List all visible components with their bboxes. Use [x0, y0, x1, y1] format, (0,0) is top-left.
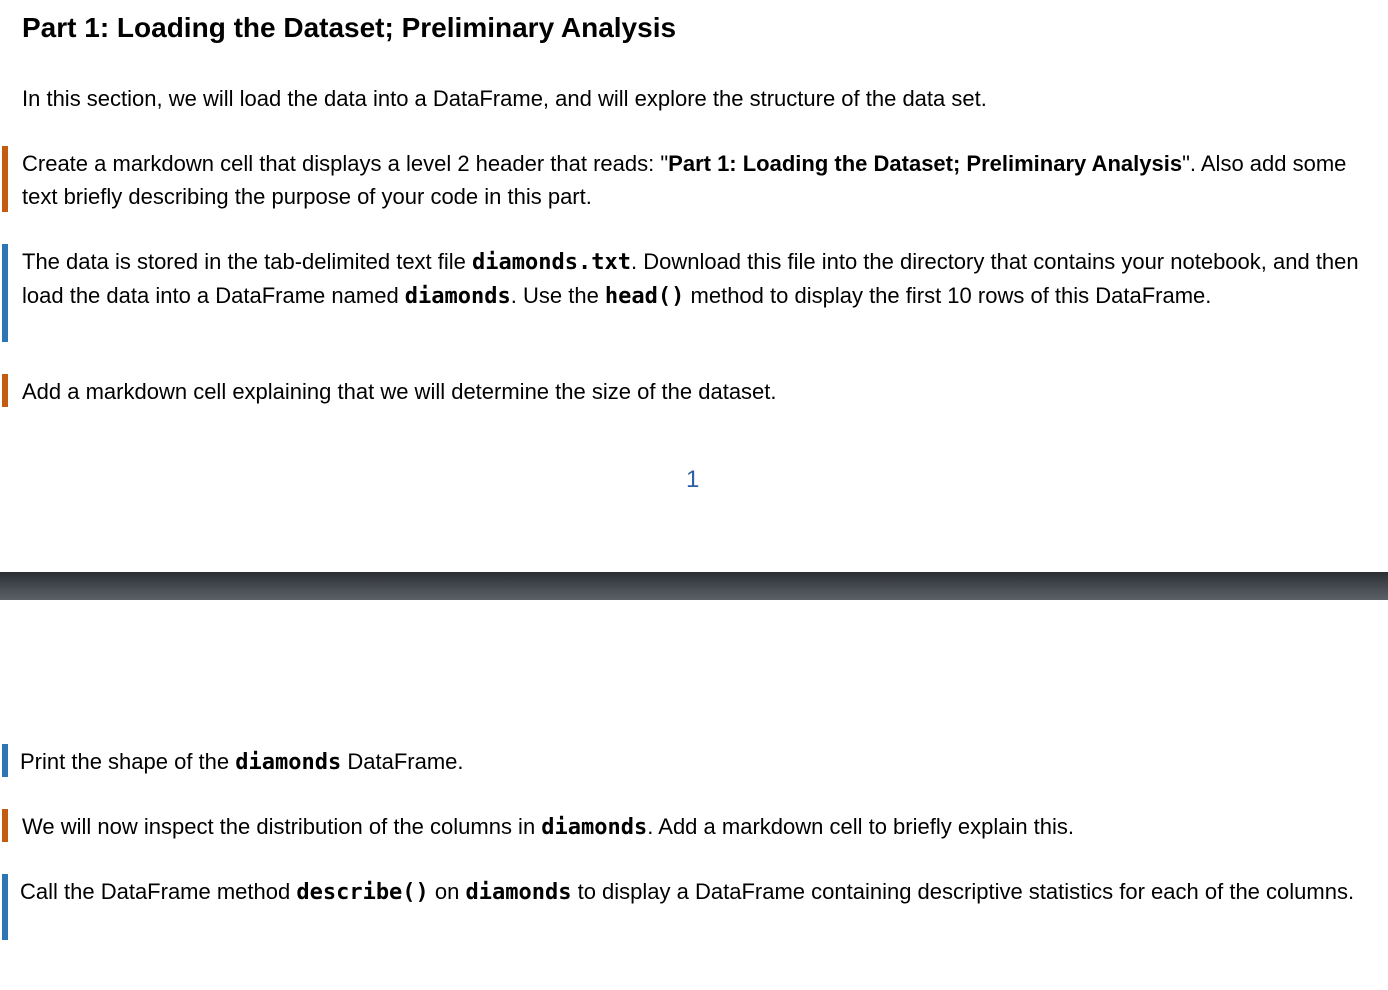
markdown-task-bar — [2, 809, 8, 842]
filename-code: diamonds.txt — [472, 250, 631, 275]
dataframe-name-code: diamonds — [541, 815, 648, 840]
markdown-task-bar — [2, 146, 8, 212]
task-size-markdown: Add a markdown cell explaining that we will determine the size of the dataset. — [22, 379, 777, 404]
intro-paragraph: In this section, we will load the data into a DataFrame, and will explore the structure of the data set. — [22, 86, 987, 111]
header-text-bold: Part 1: Loading the Dataset; Preliminary Analysis — [668, 151, 1183, 176]
head-method-code: head() — [604, 284, 685, 309]
dataframe-name-code: diamonds — [404, 284, 511, 309]
task-print-shape: Print the shape of the diamonds DataFrame. — [20, 749, 464, 775]
dataframe-name-code: diamonds — [235, 750, 342, 775]
task-load-data: The data is stored in the tab-delimited text file diamonds.txt. Download this file into the directory that contains your notebook, and then load the data into a DataFrame named diamonds. Use the head() method to display the first 10 rows of this DataFrame. — [22, 249, 1359, 309]
dataframe-name-code: diamonds — [465, 880, 572, 905]
code-task-bar — [2, 744, 8, 777]
code-task-bar — [2, 874, 8, 940]
markdown-task-bar — [2, 374, 8, 407]
describe-method-code: describe() — [296, 880, 429, 905]
code-task-bar — [2, 244, 8, 342]
section-heading: Part 1: Loading the Dataset; Preliminary Analysis — [22, 12, 677, 43]
page-number: 1 — [686, 466, 700, 493]
task-distribution-markdown: We will now inspect the distribution of the columns in diamonds. Add a markdown cell to briefly explain this. — [22, 814, 1075, 840]
task-describe: Call the DataFrame method describe() on diamonds to display a DataFrame containing descriptive statistics for each of the columns. — [20, 879, 1355, 905]
page-break-divider — [0, 572, 1388, 600]
task-markdown-header: Create a markdown cell that displays a level 2 header that reads: "Part 1: Loading the Dataset; Preliminary Analysis". Also add some text briefly describing the purpose of your code in this part. — [22, 151, 1347, 209]
